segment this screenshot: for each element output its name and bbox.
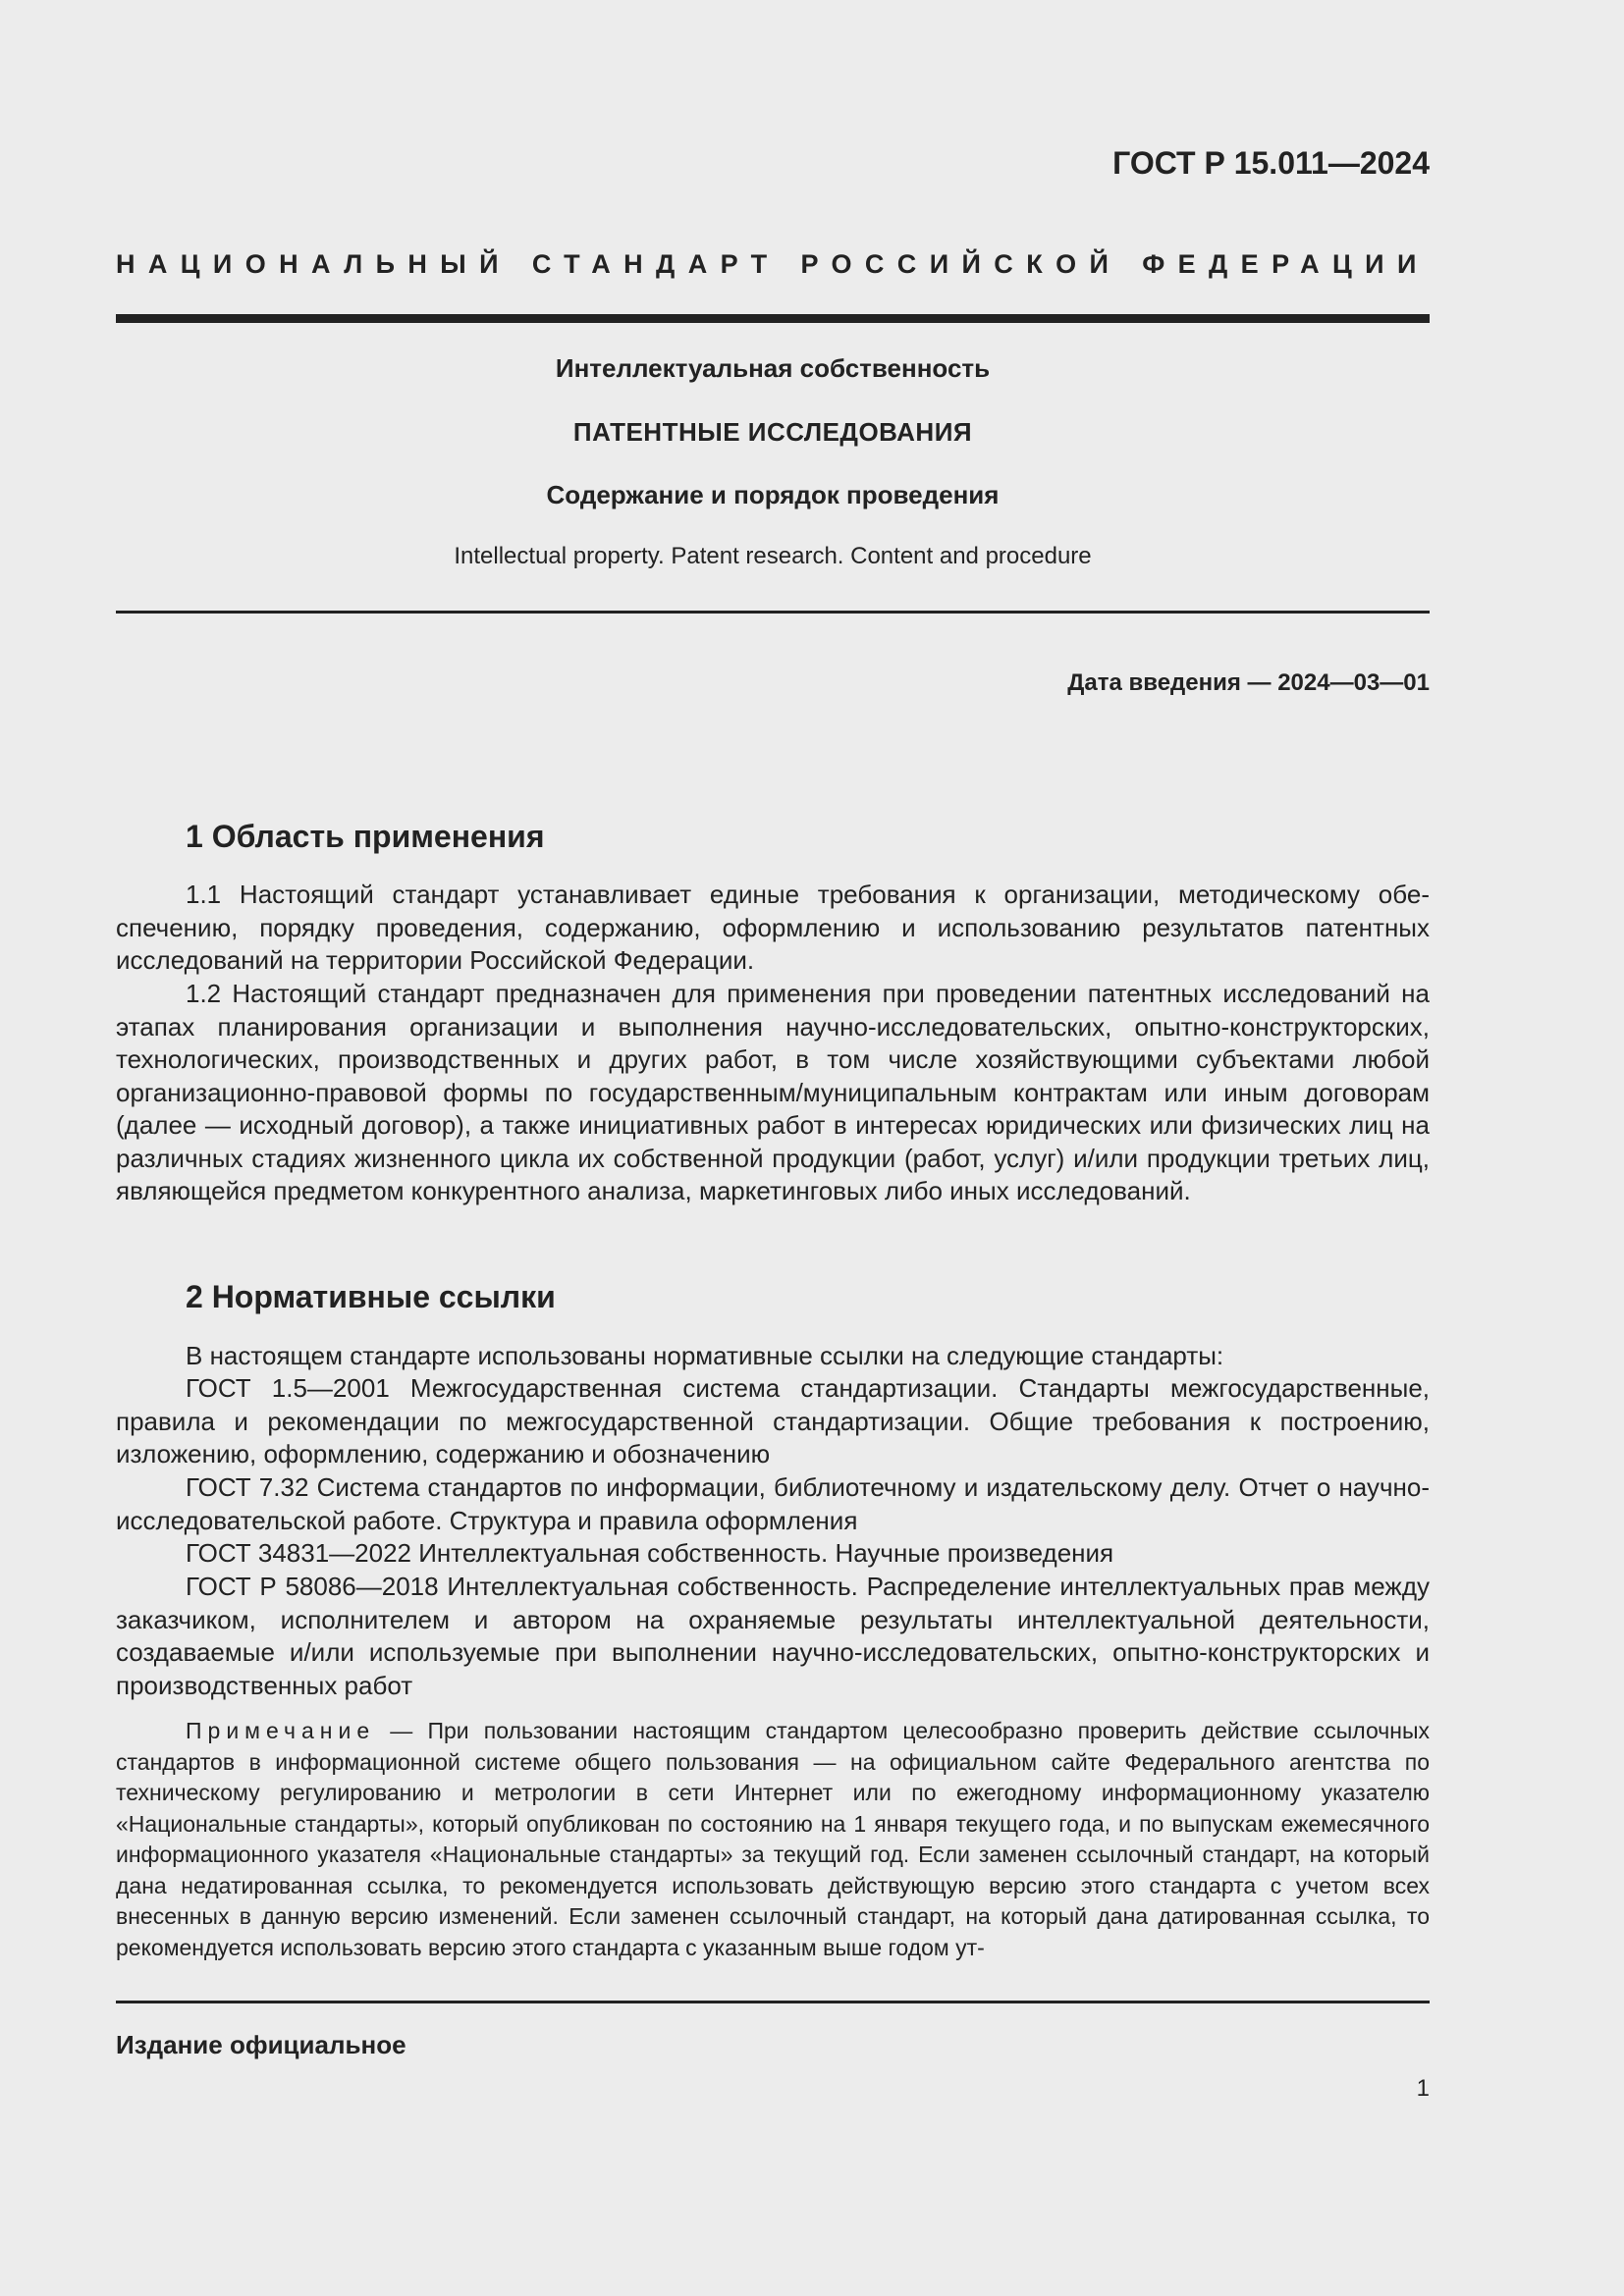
paragraph-1-1: 1.1 Настоящий стандарт устанавливает единые требования к организации, методическому обеспечению, порядку проведения, содержанию, оформлению и использованию результатов патентных исследований на территории Российской Федерации. — [116, 880, 1430, 975]
reference-gost-34831: ГОСТ 34831—2022 Интеллектуальная собственность. Научные произведения — [186, 1538, 1114, 1568]
title-line-3: Содержание и порядок проведения — [546, 480, 1000, 509]
section-1-heading: 1 Область применения — [186, 819, 545, 854]
note-text: — При пользовании настоящим стандартом целесообразно проверить действие ссылочных стандартов в информационной системе общего пользования — на официальном сайте Федерального агентства по техническому регулированию и метрологии в сети Интернет или по ежегодному информационному указателю «Национальные стандарты», который опубликован по состоянию на 1 января текущего года, и по выпускам ежемесячного информационного указателя «Национальные стандарты» за текущий год. Если заменен ссылочный стандарт, на который дана недатированная ссылка, то рекомендуется использовать действующую версию этого стандарта с учетом всех внесенных в данную версию изменений. Если заменен ссылочный стандарт, на который дана датированная ссылка, то рекомендуется использовать версию этого стандарта с указанным выше годом ут- — [116, 1718, 1430, 1960]
document-page — [116, 0, 1430, 2296]
introduction-date: Дата введения — 2024—03—01 — [1067, 669, 1430, 696]
reference-gost-1-5: ГОСТ 1.5—2001 Межгосударственная система стандартизации. Стандарты межгосударственные, правила и рекомендации по межгосударственной стандартизации. Общие требования к построению, изложению, оформлению, содержанию и обозначению — [116, 1373, 1430, 1468]
title-line-2: ПАТЕНТНЫЕ ИССЛЕДОВАНИЯ — [572, 417, 973, 447]
reference-gost-7-32: ГОСТ 7.32 Система стандартов по информации, библиотечному и издательскому делу. Отчет о научно-исследовательской работе. Структура и правила оформления — [116, 1472, 1430, 1535]
note-label: Примечание — [186, 1718, 376, 1743]
footer-rule — [116, 2001, 1430, 2003]
paragraph-1-2: 1.2 Настоящий стандарт предназначен для применения при проведении патентных исследований на этапах планирования организации и выполнения научно-исследовательских, опытно-конструкторских, технологических, производственных и других работ, в том числе хозяйствующими субъектами любой организационно-правовой формы по государственным/муниципальным контрактам или иным договорам (далее — исходный договор), а также инициативных работ в интересах юридических или физических лиц на различных стадиях жизненного цикла их собственной продукции (работ, услуг) и/или продукции третьих лиц, являющейся предметом конкурентного анализа, маркетинговых либо иных исследований. — [116, 979, 1430, 1205]
document-number: ГОСТ Р 15.011—2024 — [1112, 145, 1430, 181]
page-number: 1 — [1416, 2075, 1430, 2102]
national-standard-heading: НАЦИОНАЛЬНЫЙ СТАНДАРТ РОССИЙСКОЙ ФЕДЕРАЦИИ — [116, 249, 1430, 279]
title-english: Intellectual property. Patent research. Content and procedure — [454, 543, 1092, 569]
section-2-heading: 2 Нормативные ссылки — [186, 1279, 556, 1314]
note-paragraph — [116, 1716, 1430, 1963]
official-edition-label: Издание официальное — [116, 2030, 406, 2059]
header-rule — [116, 314, 1430, 323]
title-line-1: Интеллектуальная собственность — [555, 353, 991, 383]
title-rule — [116, 611, 1430, 614]
reference-gost-r-58086: ГОСТ Р 58086—2018 Интеллектуальная собственность. Распределение интеллектуальных прав между заказчиком, исполнителем и автором на охраняемые результаты интеллектуальной деятельности, создаваемые и/или используемые при выполнении научно-исследовательских, опытно-конструкторских и производственных работ — [116, 1572, 1430, 1700]
references-intro: В настоящем стандарте использованы нормативные ссылки на следующие стандарты: — [186, 1341, 1224, 1370]
